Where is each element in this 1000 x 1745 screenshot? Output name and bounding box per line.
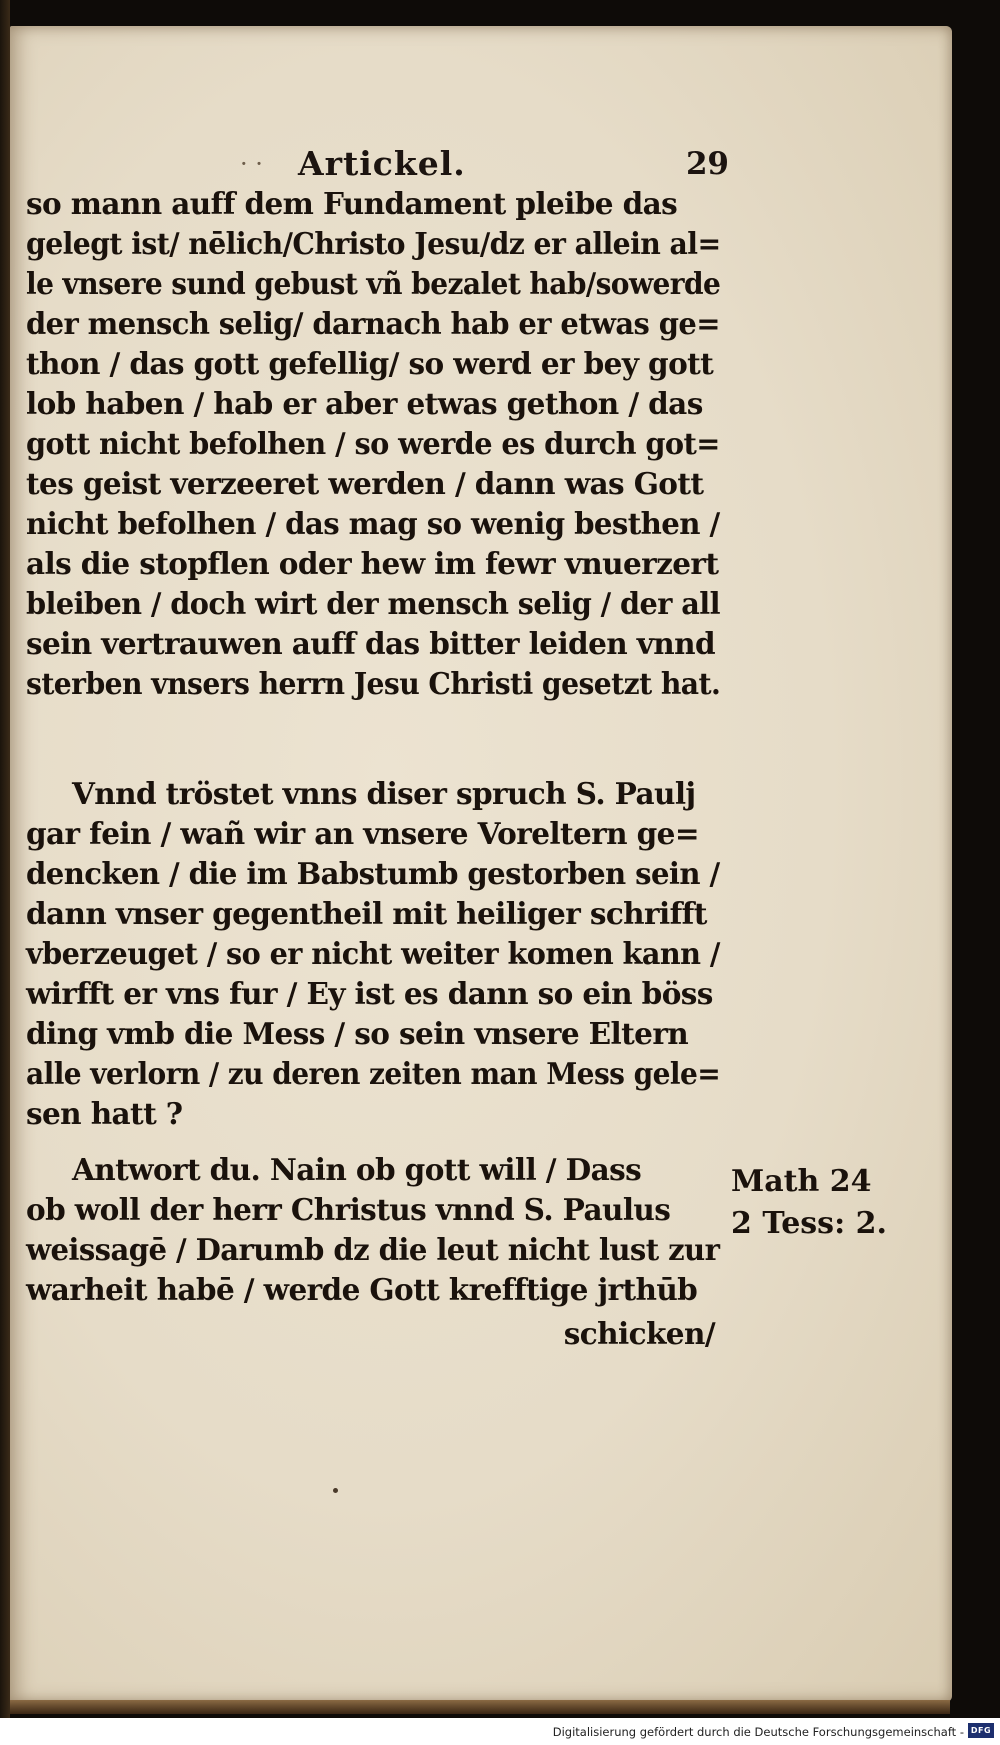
- text-line: tes geist verzeeret werden / dann was Gott: [26, 466, 704, 501]
- text-line: warheit habē / werde Gott krefftige jrthūb: [26, 1272, 698, 1307]
- text-line: so mann auff dem Fundament pleibe das: [26, 186, 678, 221]
- text-line: thon / das gott gefellig/ so werd er bey gott: [26, 346, 714, 381]
- leaf-bottom-edge: [10, 1700, 950, 1714]
- text-line: nicht befolhen / das mag so wenig besthen /: [26, 506, 720, 541]
- text-line: gott nicht befolhen / so werde es durch got=: [26, 426, 720, 461]
- text-line: wirfft er vns fur / Ey ist es dann so ein böss: [26, 976, 713, 1011]
- text-line: ding vmb die Mess / so sein vnsere Eltern: [26, 1016, 689, 1051]
- text-line: Vnnd tröstet vnns diser spruch S. Paulj: [72, 776, 696, 811]
- text-line: als die stopflen oder hew im fewr vnuerzert: [26, 546, 719, 581]
- text-line: vberzeuget / so er nicht weiter komen kann /: [26, 936, 720, 971]
- text-line: sen hatt ?: [26, 1096, 183, 1131]
- text-line: Antwort du. Nain ob gott will / Dass: [72, 1152, 642, 1187]
- text-line: schicken/: [563, 1316, 715, 1351]
- text-line: der mensch selig/ darnach hab er etwas ge=: [26, 306, 720, 341]
- text-line: lob haben / hab er aber etwas gethon / das: [26, 386, 703, 421]
- digitization-credit: Digitalisierung gefördert durch die Deutsche Forschungsgemeinschaft -: [552, 1725, 964, 1739]
- text-line: gar fein / wañ wir an vnsere Voreltern ge=: [26, 816, 699, 851]
- text-line: gelegt ist/ nēlich/Christo Jesu/dz er allein al=: [26, 226, 721, 261]
- text-line: sterben vnsers herrn Jesu Christi gesetzt hat.: [26, 666, 721, 701]
- ink-speck: [333, 1488, 338, 1493]
- dfg-logo-icon: DFG: [968, 1723, 994, 1738]
- marginal-reference: 2 Tess: 2.: [731, 1206, 887, 1241]
- marginal-reference: Math 24: [731, 1164, 872, 1199]
- running-head: Artickel.: [298, 144, 466, 183]
- text-line: sein vertrauwen auff das bitter leiden vnnd: [26, 626, 716, 661]
- text-line: le vnsere sund gebust vñ bezalet hab/sowerde: [26, 266, 721, 301]
- text-line: ob woll der herr Christus vnnd S. Paulus: [26, 1192, 671, 1227]
- book-binding: [0, 0, 10, 1745]
- text-line: bleiben / doch wirt der mensch selig / der all: [26, 586, 721, 621]
- text-line: weissagē / Darumb dz die leut nicht lust zur: [26, 1232, 720, 1267]
- text-line: alle verlorn / zu deren zeiten man Mess gele=: [26, 1056, 721, 1091]
- text-line: dann vnser gegentheil mit heiliger schrifft: [26, 896, 707, 931]
- text-line: dencken / die im Babstumb gestorben sein /: [26, 856, 720, 891]
- ornament-dots: · ·: [240, 150, 263, 178]
- page-number: 29: [686, 146, 729, 182]
